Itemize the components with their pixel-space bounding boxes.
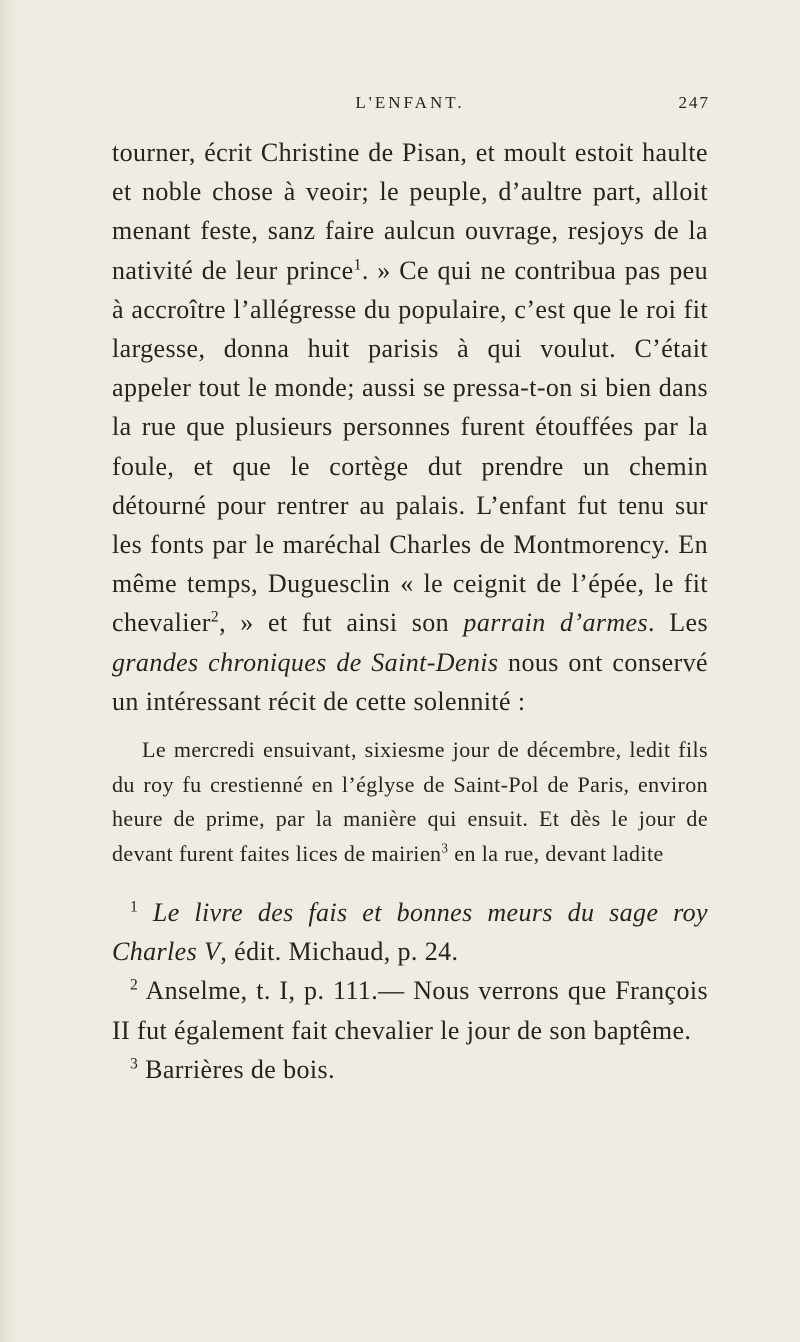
italic-term: parrain d’armes bbox=[463, 608, 649, 638]
footnote-1 bbox=[112, 893, 708, 971]
italic-title: grandes chroniques de Saint-Denis bbox=[112, 647, 499, 677]
text-run: . Les bbox=[648, 608, 708, 638]
quote-text: Le mercredi ensuivant, sixiesme jour de décembre, ledit fils du roy fu crestienné en l’églyse de Saint-Pol de Paris, environ heure de prime, par la manière qui ensuit. Et dès le jour de devant furent faites lices de mairien bbox=[112, 737, 708, 866]
footnotes bbox=[112, 893, 708, 1089]
text-run: , » et fut ainsi son bbox=[219, 608, 464, 638]
footnote-ref-3: 3 bbox=[441, 840, 449, 856]
text-run: nous ont conservé un intéressant récit de cette solennité : bbox=[112, 647, 708, 716]
paragraph-1 bbox=[112, 133, 708, 721]
footnote-3 bbox=[112, 1050, 708, 1089]
quote-paragraph bbox=[112, 733, 708, 871]
quote-text: en la rue, devant ladite bbox=[448, 840, 664, 866]
footnote-marker: 3 bbox=[130, 1055, 139, 1073]
main-text bbox=[112, 133, 708, 1089]
footnote-text: , édit. Michaud, p. 24. bbox=[220, 937, 459, 967]
quoted-passage bbox=[112, 733, 708, 871]
footnote-2 bbox=[112, 971, 708, 1049]
running-head: L'ENFANT. bbox=[355, 93, 465, 112]
text-run: . » Ce qui ne contribua pas peu à accroître l’allégresse du populaire, c’est que le roi fit largesse, donna huit parisis à qui voulut. C’était appeler tout le monde; aussi se pressa-t-on si bien dans la rue que plusieurs personnes furent étouffées par la foule, et que le cortège dut prendre un chemin détourné pour rentrer au palais. L’enfant fut tenu sur les fonts par le maréchal Charles de Montmorency. En même temps, Duguesclin « le ceignit de l’épée, le fit chevalier bbox=[112, 255, 708, 638]
page-header bbox=[110, 93, 710, 119]
footnote-ref-1: 1 bbox=[353, 255, 362, 273]
footnote-marker: 1 bbox=[130, 898, 139, 916]
page-edge bbox=[0, 0, 18, 1342]
footnote-text: Barrières de bois. bbox=[145, 1054, 335, 1084]
footnote-marker: 2 bbox=[130, 976, 139, 994]
footnote-ref-2: 2 bbox=[210, 608, 220, 626]
footnote-text: Anselme, t. I, p. 111.— Nous verrons que François II fut également fait chevalier le jour de son baptême. bbox=[112, 976, 708, 1045]
footnote-italic: Le livre des fais et bonnes meurs du sage roy Charles V bbox=[112, 898, 708, 967]
page-number: 247 bbox=[678, 93, 710, 112]
text-run: tourner, écrit Christine de Pisan, et moult estoit haulte et noble chose à veoir; le peuple, d’aultre part, alloit menant feste, sanz faire aulcun ouvrage, resjoys de la nativité de leur prince bbox=[112, 138, 708, 285]
